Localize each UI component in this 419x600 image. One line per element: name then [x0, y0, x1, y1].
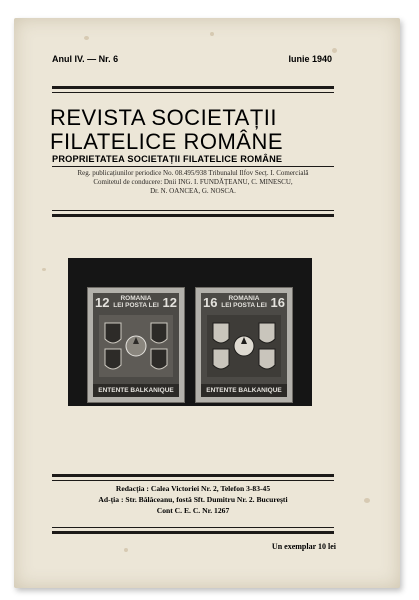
- stamp-field: [93, 293, 179, 397]
- stamp-plate: [68, 258, 312, 406]
- header-rule-thin: [52, 92, 334, 93]
- paper-stain: [210, 32, 214, 36]
- price-label: Un exemplar 10 lei: [271, 542, 336, 551]
- cec-account: Cont C. E. C. Nr. 1267: [156, 506, 230, 515]
- stamp-16-lei: [196, 288, 292, 402]
- coat-of-arms-icon: [97, 313, 175, 379]
- subtitle-rule: [52, 166, 334, 167]
- issue-number: Anul IV. — Nr. 6: [52, 54, 119, 64]
- bottom-rule-thin: [52, 527, 334, 528]
- administration-address: Ad-ția : Str. Bălăceanu, fostă Sft. Dumitru Nr. 2. București: [98, 495, 288, 504]
- coat-of-arms-icon: [205, 313, 283, 379]
- stamp-caption: ENTENTE BALKANIQUE: [93, 384, 179, 397]
- paper-stain: [124, 548, 128, 552]
- paper-stain: [42, 268, 46, 271]
- info-rule-thin: [52, 210, 334, 211]
- footer-rule-thick: [52, 474, 334, 477]
- stamp-country: ROMANIA LEI POSTA LEI: [221, 295, 267, 309]
- stamp-field: [201, 293, 287, 397]
- footer-rule-thin: [52, 480, 334, 481]
- stamp-header: [201, 293, 287, 311]
- title-line-1: REVISTA SOCIETAȚII: [50, 105, 278, 130]
- stamp-caption: ENTENTE BALKANIQUE: [201, 384, 287, 397]
- registration-info: Reg. publicațiunilor periodice No. 08.495/938 Tribunalul Ilfov Secț. I. Comercială: [77, 169, 309, 177]
- stamp-12-lei: [88, 288, 184, 402]
- committee-info: Comitetul de conducere: Dnii ING. I. FUNDĂȚEANU, C. MINESCU,: [93, 178, 293, 186]
- stamp-header: [93, 293, 179, 311]
- stamp-value-left: 12: [95, 294, 110, 310]
- info-rule-thick: [52, 214, 334, 217]
- stamp-value-left: 16: [203, 294, 218, 310]
- paper-stain: [364, 498, 370, 503]
- paper-stain: [332, 48, 337, 53]
- issue-line: [52, 54, 332, 64]
- redactia-address: Redacția : Calea Victoriei Nr. 2, Telefon 3-83-45: [115, 484, 271, 493]
- stamp-value-right: 16: [270, 294, 285, 310]
- committee-info-2: Dr. N. OANCEA, G. NOSCA.: [150, 187, 236, 195]
- title-line-2: FILATELICE ROMÂNE: [50, 129, 284, 154]
- stamp-value-right: 12: [162, 294, 177, 310]
- issue-date: Iunie 1940: [288, 54, 332, 64]
- paper-stain: [84, 36, 89, 40]
- header-rule-thick: [52, 86, 334, 89]
- bottom-rule-thick: [52, 531, 334, 534]
- subtitle: PROPRIETATEA SOCIETAȚII FILATELICE ROMÂNE: [52, 154, 283, 164]
- stamp-country: ROMANIA LEI POSTA LEI: [113, 295, 159, 309]
